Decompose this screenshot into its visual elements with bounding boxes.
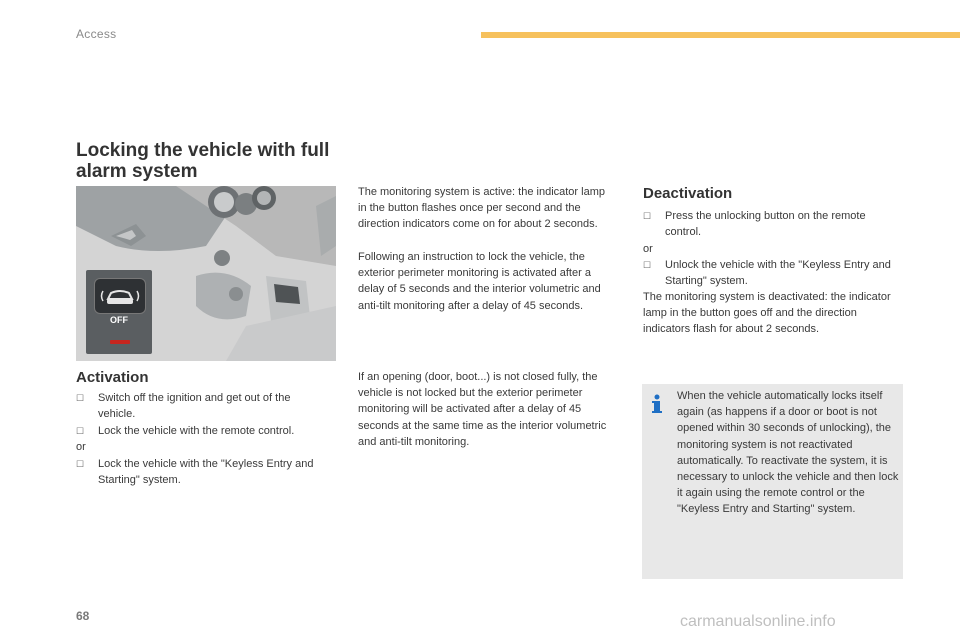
watermark: carmanualsonline.info bbox=[680, 613, 836, 630]
checkbox-bullet-icon: ☐ bbox=[643, 260, 652, 270]
dashboard-photo bbox=[76, 186, 336, 361]
checkbox-bullet-icon: ☐ bbox=[76, 459, 85, 469]
page-number: 68 bbox=[76, 609, 90, 623]
info-icon bbox=[650, 394, 664, 414]
monitoring-active-text: The monitoring system is active: the indicator lamp in the button flashes once per second and the direction indicators come on for about 2 seconds. bbox=[358, 186, 605, 231]
activation-item-1: ☐ Switch off the ignition and get out of the vehicle. bbox=[76, 392, 291, 421]
header-accent-bar bbox=[481, 32, 960, 38]
activation-or: or bbox=[76, 441, 86, 453]
deactivation-item-2: ☐ Unlock the vehicle with the "Keyless Entry and Starting" system. bbox=[643, 259, 891, 288]
deactivation-or: or bbox=[643, 243, 653, 255]
checkbox-bullet-icon: ☐ bbox=[76, 393, 85, 403]
opening-not-closed-text: If an opening (door, boot...) is not closed fully, the vehicle is not locked but the exterior perimeter monitoring will be activated after a delay of 45 seconds at the same time as the interior volumetric and anti-tilt monitoring. bbox=[358, 371, 607, 448]
car-alarm-icon bbox=[95, 279, 145, 313]
checkbox-bullet-icon: ☐ bbox=[76, 426, 85, 436]
page-title: Locking the vehicle with full alarm system bbox=[76, 140, 330, 182]
off-label: OFF bbox=[110, 315, 128, 325]
indicator-lamp bbox=[110, 340, 130, 344]
activation-item-2: ☐ Lock the vehicle with the remote control. bbox=[76, 423, 326, 439]
alarm-button bbox=[94, 278, 146, 314]
checkbox-bullet-icon: ☐ bbox=[643, 211, 652, 221]
deactivation-result-text: The monitoring system is deactivated: the indicator lamp in the button goes off and the direction indicators flash for about 2 seconds. bbox=[643, 291, 891, 336]
activation-item-3: ☐ Lock the vehicle with the "Keyless Entry and Starting" system. bbox=[76, 458, 314, 487]
section-header: Access bbox=[76, 27, 117, 41]
lock-delay-text: Following an instruction to lock the vehicle, the exterior perimeter monitoring is activated after a delay of 5 seconds and the interior volumetric and anti-tilt monitoring after a delay of 45 seconds. bbox=[358, 251, 601, 312]
deactivation-title: Deactivation bbox=[643, 185, 733, 202]
alarm-button-inset bbox=[86, 270, 152, 354]
activation-title: Activation bbox=[76, 369, 149, 386]
info-text: When the vehicle automatically locks itself again (as happens if a door or boot is not opened within 30 seconds of unlocking), the monitoring system is not reactivated automatically. To reactivate the system, it is necessary to unlock the vehicle and then lock it again using the remote control or the "Keyless Entry and Starting" system. bbox=[677, 390, 899, 516]
deactivation-item-1: ☐ Press the unlocking button on the remote control. bbox=[643, 210, 866, 239]
